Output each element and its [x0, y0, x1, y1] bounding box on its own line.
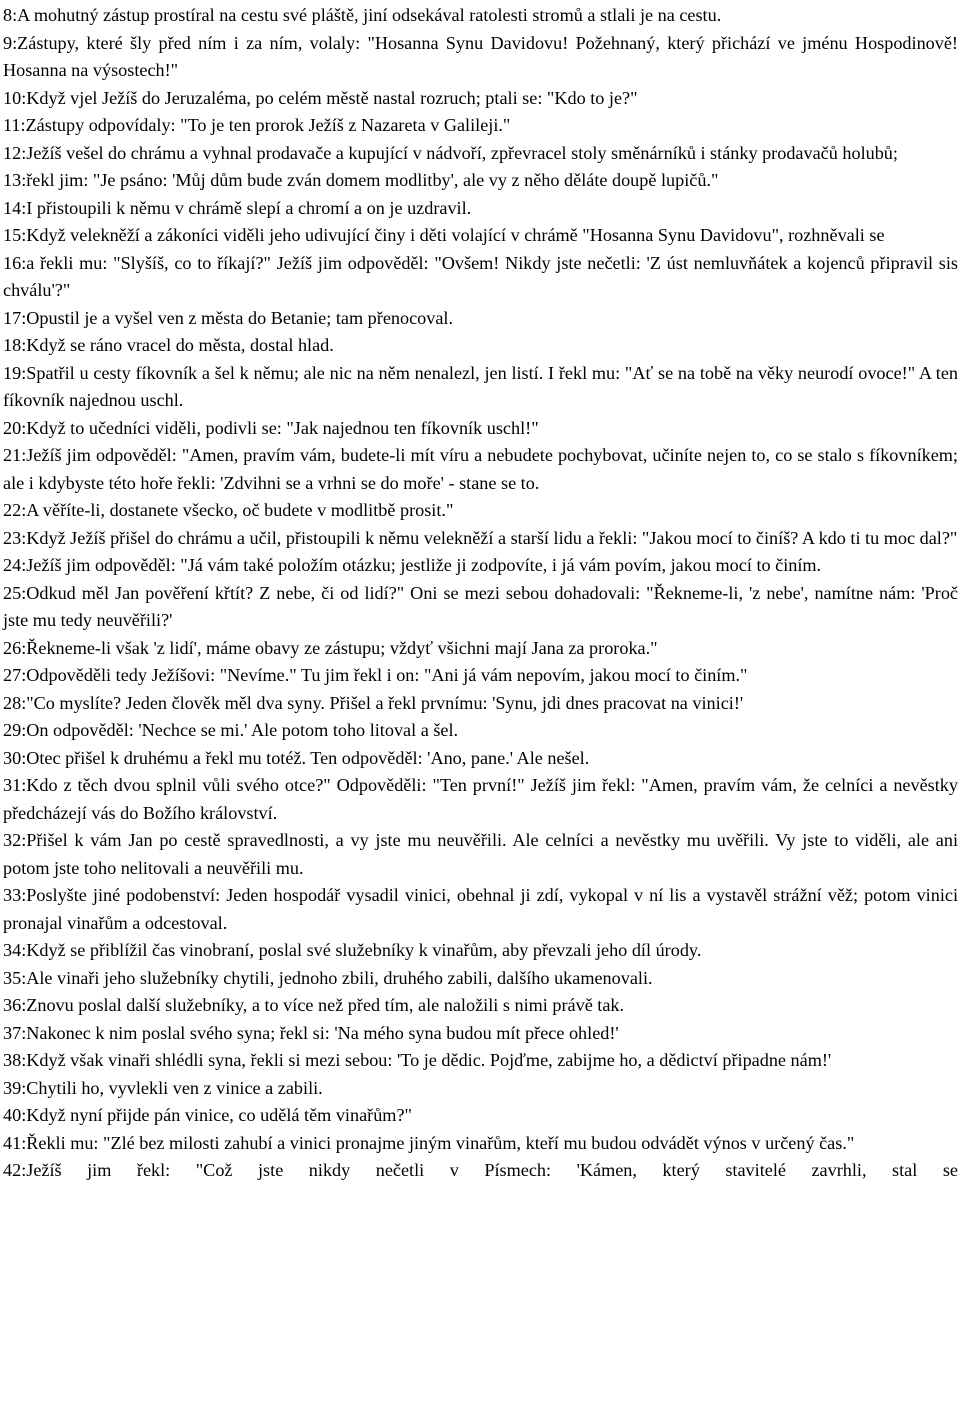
verse-paragraph: 16:a řekli mu: "Slyšíš, co to říkají?" Ježíš jim odpověděl: "Ovšem! Nikdy jste nečetli: 'Z úst nemluvňátek a kojenců připravil sis chválu'?": [3, 252, 958, 300]
verse-paragraph: 26:Řekneme-li však 'z lidí', máme obavy ze zástupu; vždyť všichni mají Jana za proroka.": [3, 637, 658, 658]
verse-paragraph: 31:Kdo z těch dvou splnil vůli svého otce?" Odpověděli: "Ten první!" Ježíš jim řekl: "Amen, pravím vám, že celníci a nevěstky předcházejí vás do Božího království.: [3, 775, 958, 823]
verse-paragraph: 40:Když nyní přijde pán vinice, co udělá těm vinařům?": [3, 1105, 412, 1125]
verse-paragraph: 34:Když se přiblížil čas vinobraní, poslal své služebníky k vinařům, aby převzali jeho díl úrody.: [3, 940, 702, 960]
verse-paragraph: 27:Odpověděli tedy Ježíšovi: "Nevíme." Tu jim řekl i on: "Ani já vám nepovím, jakou mocí to činím.": [3, 665, 748, 685]
verse-paragraph: 15:Když velekněží a zákoníci viděli jeho udivující činy i děti volající v chrámě "Hosanna Synu Davidovu", rozhněvali se: [3, 225, 885, 245]
verse-paragraph: 12:Ježíš vešel do chrámu a vyhnal prodavače a kupující v nádvoří, zpřevracel stoly směnárníků i stánky prodavačů holubů;: [3, 142, 898, 163]
document-page: [3, 2, 958, 1185]
verse-paragraph: 17:Opustil je a vyšel ven z města do Betanie; tam přenocoval.: [3, 307, 454, 328]
verse-paragraph: 22:A věříte-li, dostanete všecko, oč budete v modlitbě prosit.": [3, 500, 454, 520]
verse-paragraph: 39:Chytili ho, vyvlekli ven z vinice a zabili.: [3, 1077, 323, 1098]
verse-paragraph: 11:Zástupy odpovídaly: "To je ten prorok Ježíš z Nazareta v Galileji.": [3, 115, 511, 135]
verse-paragraph: 35:Ale vinaři jeho služebníky chytili, jednoho zbili, druhého zabili, dalšího ukamenovali.: [3, 967, 653, 988]
verse-paragraph: 18:Když se ráno vracel do města, dostal hlad.: [3, 335, 334, 355]
verse-paragraph: 41:Řekli mu: "Zlé bez milosti zahubí a vinici pronajme jiným vinařům, kteří mu budou odvádět výnos v určený čas.": [3, 1132, 855, 1153]
verse-paragraph: 23:Když Ježíš přišel do chrámu a učil, přistoupili k němu velekněží a starší lidu a řekli: "Jakou mocí to činíš? A kdo ti tu moc dal?": [3, 527, 958, 548]
verse-paragraph: 10:Když vjel Ježíš do Jeruzaléma, po celém městě nastal rozruch; ptali se: "Kdo to je?": [3, 87, 638, 108]
verse-paragraph: 36:Znovu poslal další služebníky, a to více než před tím, ale naložili s nimi právě tak.: [3, 995, 625, 1015]
verse-paragraph: 24:Ježíš jim odpověděl: "Já vám také položím otázku; jestliže ji zodpovíte, i já vám povím, jakou mocí to činím.: [3, 555, 822, 575]
verse-paragraph: 29:On odpověděl: 'Nechce se mi.' Ale potom toho litoval a šel.: [3, 720, 459, 740]
verse-paragraph: 30:Otec přišel k druhému a řekl mu totéž. Ten odpověděl: 'Ano, pane.' Ale nešel.: [3, 747, 590, 768]
verse-paragraph: 13:řekl jim: "Je psáno: 'Můj dům bude zván domem modlitby', ale vy z něho děláte doupě lupičů.": [3, 170, 719, 190]
verse-paragraph: 33:Poslyšte jiné podobenství: Jeden hospodář vysadil vinici, obehnal ji zdí, vykopal v ní lis a vystavěl strážní věž; potom vinici pronajal vinařům a odcestoval.: [3, 885, 958, 933]
verse-paragraph: 38:Když však vinaři shlédli syna, řekli si mezi sebou: 'To je dědic. Pojďme, zabijme ho, a dědictví připadne nám!': [3, 1050, 832, 1070]
verse-paragraph: 25:Odkud měl Jan pověření křtít? Z nebe, či od lidí?" Oni se mezi sebou dohadovali: "Řekneme-li, 'z nebe', namítne nám: 'Proč jste mu tedy neuvěřili?': [3, 582, 958, 630]
verse-paragraph: 9:Zástupy, které šly před ním i za ním, volaly: "Hosanna Synu Davidovu! Požehnaný, který přichází ve jménu Hospodinově! Hosanna na výsostech!": [3, 32, 958, 80]
verse-paragraph: 21:Ježíš jim odpověděl: "Amen, pravím vám, budete-li mít víru a nebudete pochybovat, učiníte nejen to, co se stalo s fíkovníkem; ale i kdybyste této hoře řekli: 'Zdvihni se a vrhni se do moře' - stane se to.: [3, 445, 958, 493]
verse-paragraph: 37:Nakonec k nim poslal svého syna; řekl si: 'Na mého syna budou mít přece ohled!': [3, 1022, 619, 1043]
verse-paragraph: 19:Spatřil u cesty fíkovník a šel k němu; ale nic na něm nenalezl, jen listí. I řekl mu: "Ať se na tobě na věky neurodí ovoce!" A ten fíkovník najednou uschl.: [3, 362, 958, 410]
verse-paragraph: 42:Ježíš jim řekl: "Což jste nikdy nečetli v Písmech: 'Kámen, který stavitelé zavrhli, stal se: [3, 1160, 958, 1180]
verse-paragraph: 14:I přistoupili k němu v chrámě slepí a chromí a on je uzdravil.: [3, 197, 472, 218]
verse-paragraph: 20:Když to učedníci viděli, podivli se: "Jak najednou ten fíkovník uschl!": [3, 417, 539, 438]
verse-paragraph: 32:Přišel k vám Jan po cestě spravedlnosti, a vy jste mu neuvěřili. Ale celníci a nevěstky mu uvěřili. Vy jste to viděli, ale ani potom jste toho nelitovali a neuvěřili mu.: [3, 830, 958, 878]
verse-paragraph: 8:A mohutný zástup prostíral na cestu své pláště, jiní odsekával ratolesti stromů a stlali je na cestu.: [3, 5, 722, 25]
verse-paragraph: 28:"Co myslíte? Jeden člověk měl dva syny. Přišel a řekl prvnímu: 'Synu, jdi dnes pracovat na vinici!': [3, 692, 744, 713]
